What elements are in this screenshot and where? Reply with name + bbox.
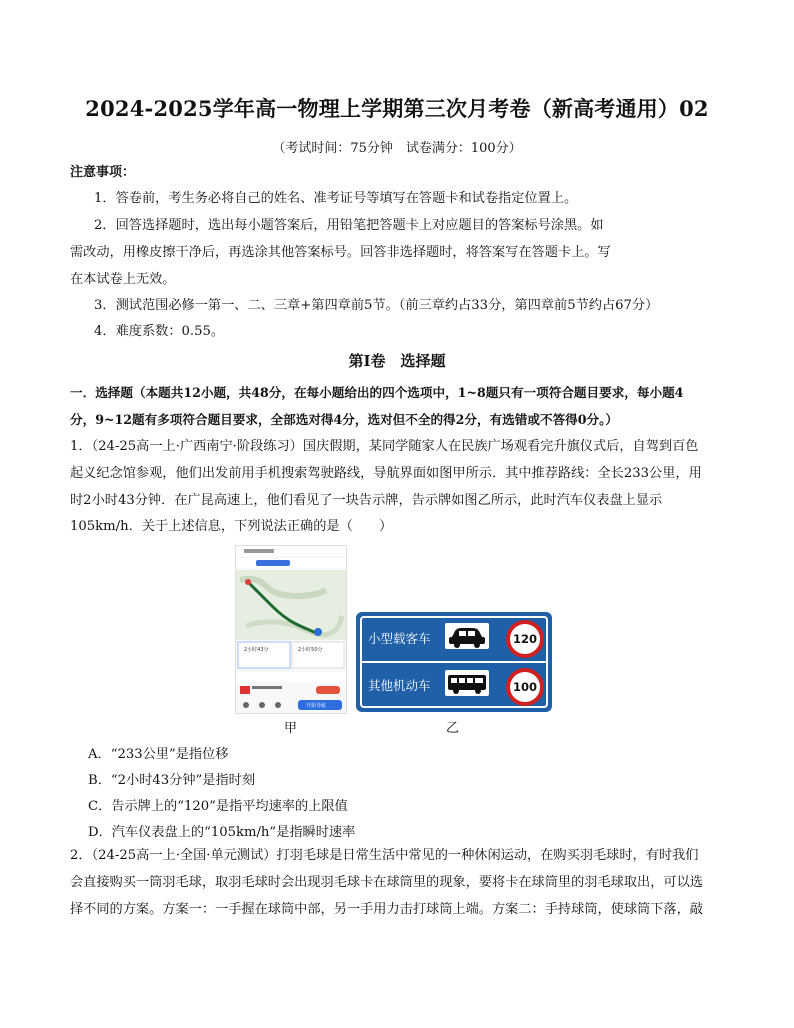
section-intro: 分，9~12题有多项符合题目要求，全部选对得4分，选对但不全的得2分，有选错或不答得0分。） [70, 412, 618, 427]
start-navigation-button: 开始导航 [306, 703, 327, 709]
question-text: 105km/h．关于上述信息，下列说法正确的是（ ） [70, 519, 393, 534]
section-intro: 一．选择题（本题共12小题，共48分，在每小题给出的四个选项中，1~8题只有一项符合题目要求，每小题4 [70, 385, 684, 400]
notice-heading: 注意事项： [70, 165, 136, 180]
speed-limit-120: 120 [506, 620, 544, 658]
question-text: 择不同的方案。方案一：一手握在球筒中部，另一手用力击打球筒上端。方案二：手持球筒，使球筒下落，敲 [70, 902, 703, 917]
option-d: D．汽车仪表盘上的“105km/h”是指瞬时速率 [88, 825, 356, 840]
sign-divider [362, 661, 546, 663]
notice-item: 在本试卷上无效。 [70, 272, 176, 287]
question-text: 1．（24-25高一上·广西南宁·阶段练习）国庆假期，某同学随家人在民族广场观看完升旗仪式后，自驾到百色 [70, 439, 699, 454]
speed-limit-sign [356, 612, 552, 712]
notice-item: 1．答卷前，考生务必将自己的姓名、准考证号等填写在答题卡和试卷指定位置上。 [94, 191, 578, 206]
option-c: C．告示牌上的“120”是指平均速率的上限值 [88, 799, 348, 814]
option-b: B．“2小时43分钟”是指时刻 [88, 773, 256, 788]
speed-limit-100: 100 [506, 668, 544, 706]
notice-item: 2．回答选择题时，选出每小题答案后，用铅笔把答题卡上对应题目的答案标号涂黑。如 [94, 218, 604, 233]
notice-item: 4．难度系数：0.55。 [94, 324, 225, 339]
exam-info: （考试时间：75分钟 试卷满分：100分） [272, 141, 522, 156]
notice-item: 需改动，用橡皮擦干净后，再选涂其他答案标号。回答非选择题时，将答案写在答题卡上。写 [70, 245, 611, 260]
question-text: 2．（24-25高一上·全国·单元测试）打羽毛球是日常生活中常见的一种休闲运动，在购买羽毛球时，有时我们 [70, 848, 699, 863]
page-title: 2024-2025学年高一物理上学期第三次月考卷（新高考通用）02 [85, 96, 709, 121]
option-a: A．“233公里”是指位移 [88, 747, 229, 762]
sign-label-car: 小型载客车 [368, 631, 431, 646]
question-text: 起义纪念馆参观，他们出发前用手机搜索驾驶路线，导航界面如图甲所示．其中推荐路线：全长233公里，用 [70, 466, 702, 481]
section-title: 第Ⅰ卷 选择题 [348, 352, 446, 370]
route-tab-2: 2小时50分 [298, 647, 323, 653]
bus-icon [445, 670, 489, 696]
navigation-screenshot [235, 545, 347, 714]
question-text: 时2小时43分钟．在广昆高速上，他们看见了一块告示牌，告示牌如图乙所示，此时汽车仪表盘上显示 [70, 493, 663, 508]
car-icon [445, 623, 489, 649]
notice-item: 3．测试范围必修一第一、二、三章+第四章前5节。（前三章约占33分，第四章前5节约占67分） [94, 298, 659, 313]
figure-caption-left: 甲 [284, 721, 298, 736]
sign-label-other: 其他机动车 [368, 678, 431, 693]
navigation-map-graphic [236, 546, 346, 713]
question-text: 会直接购买一筒羽毛球，取羽毛球时会出现羽毛球卡在球筒里的现象，要将卡在球筒里的羽毛球取出，可以选 [70, 875, 703, 890]
figure-caption-right: 乙 [446, 721, 460, 736]
route-tab-1: 2小时43分 [244, 647, 269, 653]
